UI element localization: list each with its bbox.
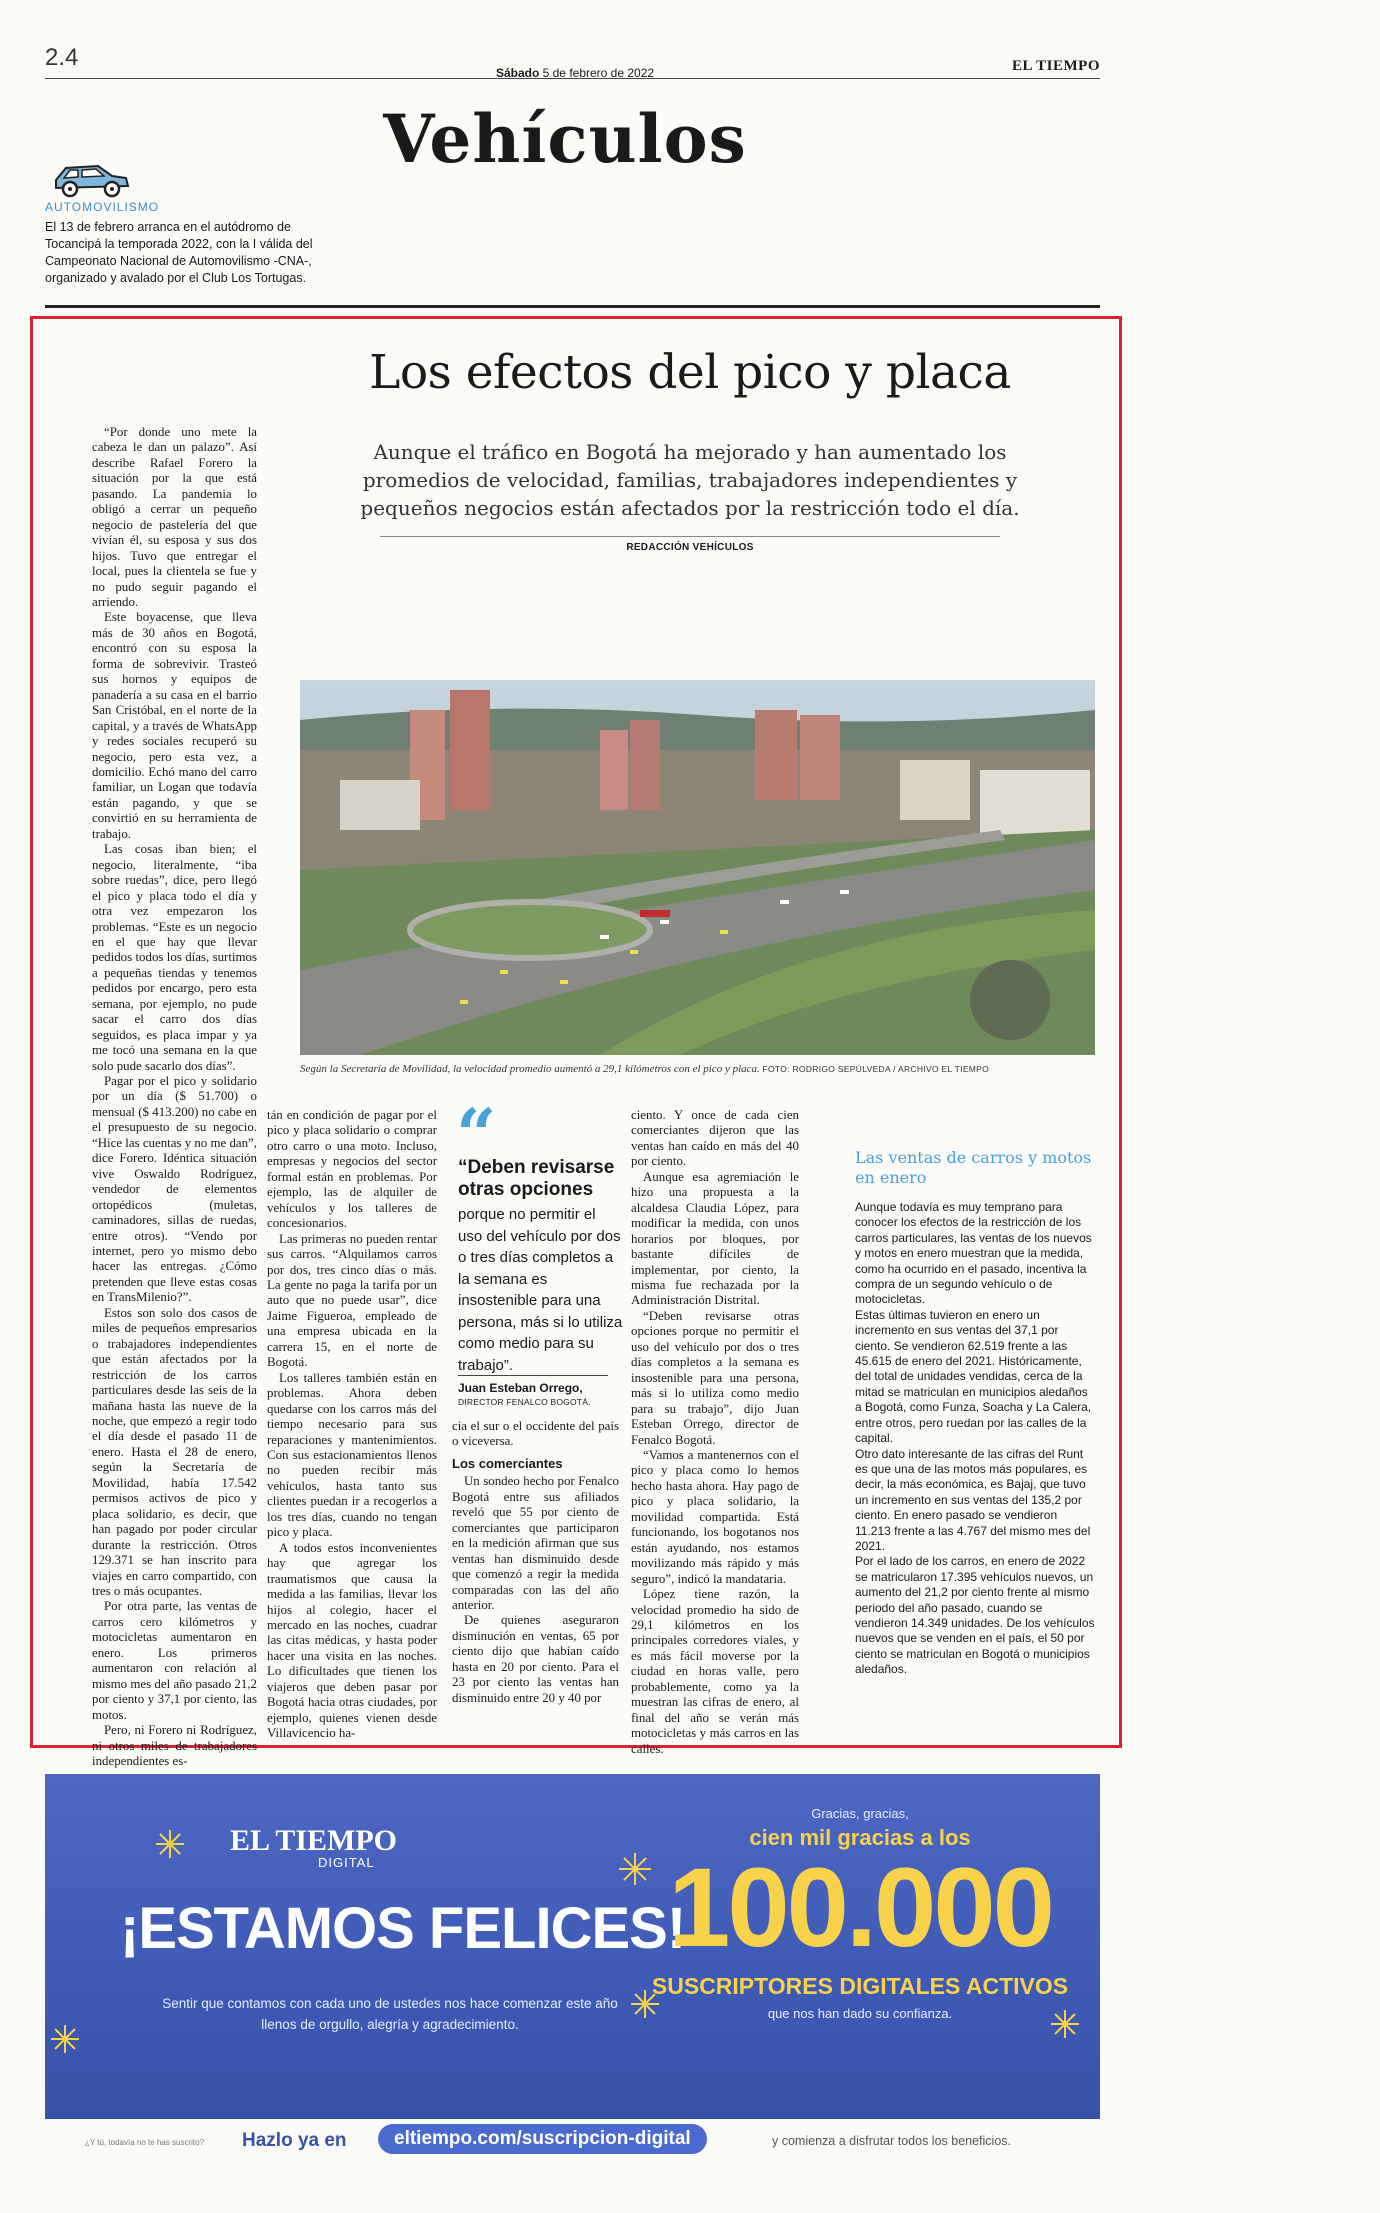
pull-quote-lead: “Deben revisarse otras opciones [458,1157,615,1200]
ad-logo: EL TIEMPO [230,1824,397,1857]
paragraph: Aunque esa agremiación le hizo una propuesta a la alcaldesa Claudia López, para modificar la medida, con unos horarios por bloques, por bastante difíciles de implementar, por ciento, la misma fue rechazada por la Administración Distrital. [631,1169,799,1308]
brief-text: El 13 de febrero arranca en el autódromo de Tocancipá la temporada 2022, con la I válida del Campeonato Nacional de Automovilismo -CNA-, organizado y avalado por el Club Los Tortugas. [45,220,313,285]
paragraph: De quienes aseguraron disminución en ventas, 65 por ciento dijo que habían caído hasta en 20 por ciento. Para el 23 por ciento las ventas han disminuido entre 20 y 40 por [452,1613,619,1705]
ad-question: ¿Y tú, todavía no te has suscrito? [85,2138,205,2147]
ad-gracias-small: Gracias, gracias, [811,1806,909,1821]
paragraph: A todos estos inconvenientes hay que agregar los traumatismos que causa la medida a las familias, llevar los hijos al colegio, hacer el mercado en las noches, cuadrar las citas médicas, y hasta poder hacer una visita en las noches. Lo dificultades que tienen los viajeros que deben pasar por Bogotá hacia otras ciudades, por ejemplo, quienes vienen desde Villavicencio ha- [267,1540,437,1741]
brand-name: EL TIEMPO [1012,58,1100,74]
subheading: Los comerciantes [452,1455,563,1471]
ad-subscribers-label: SUSCRIPTORES DIGITALES ACTIVOS [651,1973,1069,1999]
paragraph: Estos son solo dos casos de miles de pequeños empresarios o trabajadores independientes que están afectados por la restricción de los carros particulares desde las seis de la mañana hasta las nueve de la noche, que empezó a regir todo el día desde el pasado 11 de enero. Hasta el 28 de enero, según la Secretaría de Movilidad, había 17.542 permisos activos de pico y placa solidario, es decir, que han pagado por poder circular durante la restricción. Otros 129.371 se han inscrito para viajes en carro compartido, con tres o más ocupantes. [92,1305,257,1598]
publication-date-text: 5 de febrero de 2022 [542,66,655,80]
paragraph: Otro dato interesante de las cifras del Runt es que una de las motos más populares, es decir, la más económica, es Bajaj, que tuvo un incremento en sus ventas del 135,2 por ciento. En enero pasado se vendieron 11.213 frente a las 4.767 del mismo mes del 2021. [855,1446,1091,1553]
paragraph: Los talleres también están en problemas. Ahora deben quedarse con los carros más del tiempo necesario para sus reparaciones y mantenimientos. Con sus estacionamientos llenos no pueden recibir más vehículos, hasta tanto sus clientes puedan ir a recogerlos a los tres días, cuando no tengan pico y placa. [267,1370,437,1540]
pull-quote-body: porque no permitir el uso del vehículo por dos o tres días completos a la semana es insostenible para una persona, más si lo utiliza como medio para su trabajo”. [458,1206,623,1374]
publication-day: Sábado [495,66,540,80]
paragraph: Estas últimas tuvieron en enero un incremento en sus ventas del 37,1 por ciento. Se vendieron 62.519 frente a las 45.615 de enero del 2021. Históricamente, del total de unidades vendidas, cerca de la mitad se matriculan en municipios aledaños a Bogotá, como Funza, Soacha y La Calera, entre otros, pero ruedan por las calles de la capital. [855,1307,1092,1446]
ad-gracias-big: cien mil gracias a los [749,1825,971,1850]
ad-confianza: que nos han dado su confianza. [767,2006,953,2021]
brief-kicker: AUTOMOVILISMO [45,200,160,214]
ad-headline: ¡ESTAMOS FELICES! [120,1896,686,1961]
sidebar-title: Las ventas de carros y motos en enero [855,1148,1092,1187]
paragraph: Un sondeo hecho por Fenalco Bogotá entre sus afiliados reveló que 55 por ciento de comerciantes que participaron en la medición afirman que sus ventas han disminuido desde que comenzó a regir la medida comparadas con las del año anterior. [452,1474,619,1612]
pull-quote-role: DIRECTOR FENALCO BOGOTÁ. [458,1397,591,1407]
article-column-3 [452,1419,619,1739]
pull-quote-rule [458,1375,608,1376]
publication-date [0,66,1150,80]
article-column-4 [631,1108,799,1756]
page-number: 2.4 [45,44,79,71]
photo-caption [300,1063,1100,1075]
ad-logo-sub: DIGITAL [318,1855,375,1870]
paragraph: “Vamos a mantenernos con el pico y placa como lo hemos hecho hasta ahora. Hay pago de pico y placa solidario, la movilidad compartida. Está funcionando, los bogotanos nos están ayudando, nos estamos movilizando más rápido y más seguro”, indicó la mandataria. [631,1447,799,1586]
paragraph: Este boyacense, que lleva más de 30 años en Bogotá, encontró con su esposa la forma de sobrevivir. Trasteó sus hornos y equipos de panadería a su casa en el barrio San Cristóbal, en el norte de la capital, y a través de WhatsApp y redes sociales recuperó su negocio, pero esta vez, a domicilio. Echó mano del carro familiar, un Logan que todavía están pagando, y que se convirtió en su herramienta de trabajo. [92,610,257,841]
ad-cta-suffix: y comienza a disfrutar todos los beneficios. [772,2134,1012,2148]
paragraph: Las primeras no pueden rentar sus carros. “Alquilamos carros por dos, tres cinco días o más. La gente no paga la tarifa por un auto que no puede usar”, dice Jaime Figueroa, empleado de una empresa ubicada en la carrera 15, en el norte de Bogotá. [267,1231,437,1370]
photo-credit: FOTO: RODRIGO SEPÚLVEDA / ARCHIVO EL TIEMPO [762,1064,990,1074]
paragraph: Aunque todavía es muy temprano para conocer los efectos de la restricción de los carros particulares, las ventas de los nuevos y motos en enero muestran que la medida, como ha ocurrido en el pasado, incentiva la compra de un segundo vehículo o de motocicletas. [855,1200,1092,1307]
paragraph: “Deben revisarse otras opciones porque no permitir el uso del vehículo por dos o tres días completos a la semana es insostenible para una persona, más si lo utiliza como medio para su trabajo”, dijo Juan Esteban Orrego, director de Fenalco Bogotá. [631,1308,799,1447]
paragraph: ciento. Y once de cada cien comerciantes dijeron que las ventas han caído en más del 40 por ciento. [631,1108,799,1169]
article-column-2 [267,1108,437,1740]
paragraph: tán en condición de pagar por el pico y placa solidario o comprar otro carro o una moto. Incluso, empresas y negocios del sector formal están en problemas. Por ejemplo, las de alquiler de vehículos y los talleres de concesionarios. [267,1108,437,1231]
paragraph: “Por donde uno mete la cabeza le dan un palazo”. Así describe Rafael Forero la situación por la que está pasando. La pandemia lo obligó a cerrar un pequeño negocio de pastelería del que vivían él, su esposa y sus dos hijos. Tuvo que entregar el local, pues la clientela se fue y no pudo seguir pagando el arriendo. [92,425,257,609]
ad-subscriber-count: 100.000 [668,1845,1052,1970]
section-title: Vehículos [383,100,747,178]
city-highway-photo [300,680,1095,1055]
paragraph: Por el lado de los carros, en enero de 2022 se matricularon 17.395 vehículos nuevos, un aumento del 21,2 por ciento frente al mismo periodo del año pasado, cuando se vendieron 14.349 unidades. De los vehículos nuevos que se venden en el país, el 50 por ciento se matriculan en Bogotá o municipios aledaños. [855,1554,1095,1677]
paragraph: Las cosas iban bien; el negocio, literalmente, “iba sobre ruedas”, dice, pero llegó el pico y placa todo el día y otra vez empezaron los problemas. “Este es un negocio en el que hay que llevar pedidos todos los días, surtimos a pequeñas tiendas y tenemos pedidos por encargo, pero esta semana, por ejemplo, no pude sacar el carro dos días seguidos, es placa impar y ya me tocó una semana en la que solo pude sacarlo dos días”. [92,842,257,1073]
paragraph: Pagar por el pico y solidario por un día ($ 51.700) o mensual ($ 413.200) no cabe en el presupuesto de su negocio. “Hice las cuentas y no me dan”, dice Forero. Idéntica situación vive Oswaldo Rodríguez, vendedor de elementos ortopédicos (muletas, caminadores, sillas de ruedas, entre otros). “Vendo por internet, pero yo mismo debo hacer las entregas. ¿Cómo pretenden que lleve estas cosas en TransMilenio?”. [92,1074,258,1305]
paragraph: cia el sur o el occidente del país o viceversa. [452,1419,619,1449]
paragraph: López tiene razón, la velocidad promedio ha sido de 29,1 kilómetros en los principales corredores viales, y es más fácil moverse por la ciudad en horas valle, pero probablemente, como ya la muestran las cifras de enero, al final del año se verán más motocicletas y más carros en las calles. [631,1587,799,1756]
article-byline: REDACCIÓN VEHÍCULOS [626,542,754,553]
caption-text: Según la Secretaría de Movilidad, la velocidad promedio aumentó a 29,1 kilómetros con el pico y placa. [300,1063,760,1075]
deck-rule [380,536,1000,537]
article-deck: Aunque el tráfico en Bogotá ha mejorado y han aumentado los promedios de velocidad, familias, trabajadores independientes y pequeños negocios están afectados por la restricción todo el día. [360,440,1020,520]
article-column-1 [92,425,258,1768]
subscription-link[interactable]: eltiempo.com/suscripcion-digital [378,2124,707,2154]
paragraph: Por otra parte, las ventas de carros cero kilómetros y motocicletas aumentaron en enero. Los primeros aumentaron con relación al mismo mes del año pasado 21,2 por ciento y 37,1 por ciento, las motos. [92,1599,257,1722]
car-icon [48,150,134,200]
section-rule [45,305,1100,308]
quote-mark-icon: “ [456,1093,497,1176]
paragraph: Pero, ni Forero ni Rodríguez, ni otros miles de trabajadores independientes es- [92,1723,257,1768]
article-headline: Los efectos del pico y placa [369,345,1011,400]
sidebar-body [855,1200,1095,1760]
ad-cta-prefix: Hazlo ya en [242,2130,347,2151]
ad-subtext: Sentir que contamos con cada uno de ustedes nos hace comenzar este año llenos de orgullo, alegría y agradecimiento. [162,1996,618,2032]
pull-quote-name: Juan Esteban Orrego, [458,1381,583,1395]
